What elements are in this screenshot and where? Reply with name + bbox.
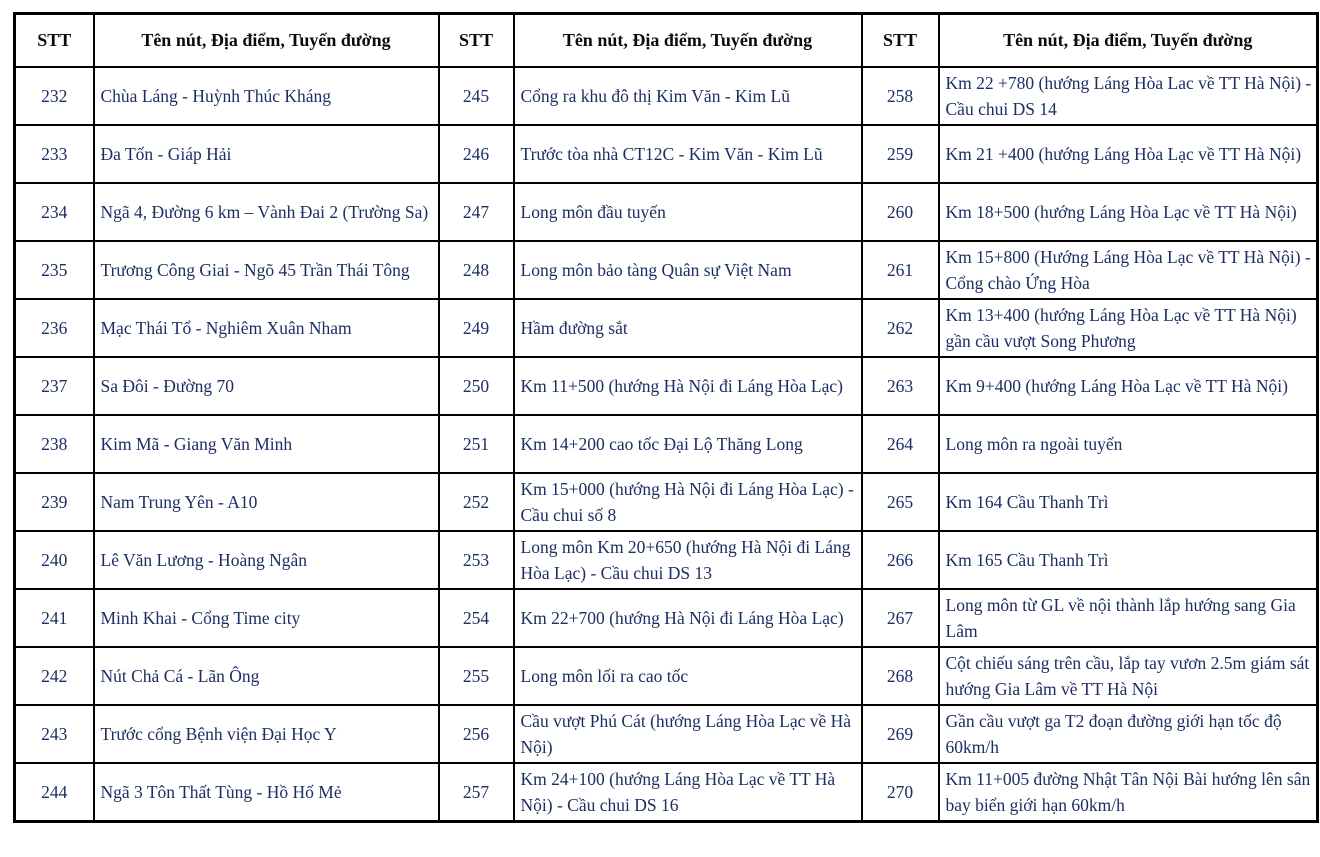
header-name-1: Tên nút, Địa điểm, Tuyến đường [94,14,439,68]
stt-cell: 246 [439,125,514,183]
stt-cell: 265 [862,473,939,531]
route-cell: Km 11+500 (hướng Hà Nội đi Láng Hòa Lạc) [514,357,862,415]
route-cell: Km 24+100 (hướng Láng Hòa Lạc về TT Hà Nội) - Cầu chui DS 16 [514,763,862,822]
stt-cell: 254 [439,589,514,647]
route-cell: Gần cầu vượt ga T2 đoạn đường giới hạn tốc độ 60km/h [939,705,1318,763]
table-row [15,241,1318,299]
table-row [15,705,1318,763]
stt-cell: 255 [439,647,514,705]
stt-cell: 234 [15,183,94,241]
route-cell: Trước cổng Bệnh viện Đại Học Y [94,705,439,763]
stt-cell: 244 [15,763,94,822]
stt-cell: 252 [439,473,514,531]
table-body [15,67,1318,822]
route-cell: Long môn ra ngoài tuyến [939,415,1318,473]
stt-cell: 268 [862,647,939,705]
stt-cell: 256 [439,705,514,763]
header-stt-2: STT [439,14,514,68]
stt-cell: 237 [15,357,94,415]
stt-cell: 267 [862,589,939,647]
route-cell: Ngã 3 Tôn Thất Tùng - Hồ Hố Mẻ [94,763,439,822]
route-cell: Minh Khai - Cổng Time city [94,589,439,647]
stt-cell: 243 [15,705,94,763]
table-row [15,647,1318,705]
stt-cell: 266 [862,531,939,589]
header-name-2: Tên nút, Địa điểm, Tuyến đường [514,14,862,68]
stt-cell: 238 [15,415,94,473]
stt-cell: 245 [439,67,514,125]
route-cell: Long môn từ GL về nội thành lắp hướng sang Gia Lâm [939,589,1318,647]
stt-cell: 260 [862,183,939,241]
stt-cell: 262 [862,299,939,357]
route-cell: Cổng ra khu đô thị Kim Văn - Kim Lũ [514,67,862,125]
stt-cell: 236 [15,299,94,357]
route-cell: Mạc Thái Tổ - Nghiêm Xuân Nham [94,299,439,357]
route-cell: Km 22+700 (hướng Hà Nội đi Láng Hòa Lạc) [514,589,862,647]
route-cell: Ngã 4, Đường 6 km – Vành Đai 2 (Trường Sa) [94,183,439,241]
stt-cell: 233 [15,125,94,183]
header-stt-3: STT [862,14,939,68]
route-cell: Long môn đầu tuyến [514,183,862,241]
table-row [15,473,1318,531]
stt-cell: 249 [439,299,514,357]
route-cell: Km 14+200 cao tốc Đại Lộ Thăng Long [514,415,862,473]
route-cell: Long môn Km 20+650 (hướng Hà Nội đi Láng Hòa Lạc) - Cầu chui DS 13 [514,531,862,589]
stt-cell: 257 [439,763,514,822]
table-row [15,299,1318,357]
route-cell: Km 13+400 (hướng Láng Hòa Lạc về TT Hà Nội) gần cầu vượt Song Phương [939,299,1318,357]
route-cell: Km 11+005 đường Nhật Tân Nội Bài hướng lên sân bay biển giới hạn 60km/h [939,763,1318,822]
route-cell: Km 18+500 (hướng Láng Hòa Lạc về TT Hà Nội) [939,183,1318,241]
header-name-3: Tên nút, Địa điểm, Tuyến đường [939,14,1318,68]
route-cell: Cột chiếu sáng trên cầu, lắp tay vươn 2.5m giám sát hướng Gia Lâm về TT Hà Nội [939,647,1318,705]
stt-cell: 259 [862,125,939,183]
stt-cell: 248 [439,241,514,299]
stt-cell: 263 [862,357,939,415]
route-cell: Km 22 +780 (hướng Láng Hòa Lac về TT Hà Nội) - Cầu chui DS 14 [939,67,1318,125]
table-row [15,763,1318,822]
route-cell: Km 164 Cầu Thanh Trì [939,473,1318,531]
route-cell: Km 9+400 (hướng Láng Hòa Lạc về TT Hà Nội) [939,357,1318,415]
stt-cell: 251 [439,415,514,473]
table-row [15,531,1318,589]
stt-cell: 261 [862,241,939,299]
stt-cell: 253 [439,531,514,589]
route-cell: Km 15+000 (hướng Hà Nội đi Láng Hòa Lạc) - Cầu chui số 8 [514,473,862,531]
stt-cell: 264 [862,415,939,473]
route-cell: Km 21 +400 (hướng Láng Hòa Lạc về TT Hà Nội) [939,125,1318,183]
route-cell: Kim Mã - Giang Văn Minh [94,415,439,473]
route-cell: Long môn lối ra cao tốc [514,647,862,705]
header-row [15,14,1318,68]
stt-cell: 258 [862,67,939,125]
route-cell: Hầm đường sắt [514,299,862,357]
stt-cell: 239 [15,473,94,531]
stt-cell: 240 [15,531,94,589]
table-row [15,67,1318,125]
route-cell: Đa Tốn - Giáp Hải [94,125,439,183]
header-stt-1: STT [15,14,94,68]
route-cell: Cầu vượt Phú Cát (hướng Láng Hòa Lạc về Hà Nội) [514,705,862,763]
route-cell: Km 15+800 (Hướng Láng Hòa Lạc về TT Hà Nội) - Cổng chào Ứng Hòa [939,241,1318,299]
route-cell: Trước tòa nhà CT12C - Kim Văn - Kim Lũ [514,125,862,183]
route-cell: Nút Chả Cá - Lãn Ông [94,647,439,705]
stt-cell: 250 [439,357,514,415]
stt-cell: 269 [862,705,939,763]
route-cell: Trương Công Giai - Ngõ 45 Trần Thái Tông [94,241,439,299]
route-cell: Sa Đôi - Đường 70 [94,357,439,415]
stt-cell: 247 [439,183,514,241]
table-row [15,357,1318,415]
stt-cell: 232 [15,67,94,125]
route-cell: Long môn bảo tàng Quân sự Việt Nam [514,241,862,299]
table-row [15,183,1318,241]
route-cell: Lê Văn Lương - Hoàng Ngân [94,531,439,589]
traffic-table [13,12,1319,823]
table-row [15,125,1318,183]
route-cell: Nam Trung Yên - A10 [94,473,439,531]
table-row [15,415,1318,473]
stt-cell: 270 [862,763,939,822]
route-cell: Chùa Láng - Huỳnh Thúc Kháng [94,67,439,125]
table-row [15,589,1318,647]
stt-cell: 235 [15,241,94,299]
stt-cell: 242 [15,647,94,705]
stt-cell: 241 [15,589,94,647]
route-cell: Km 165 Cầu Thanh Trì [939,531,1318,589]
